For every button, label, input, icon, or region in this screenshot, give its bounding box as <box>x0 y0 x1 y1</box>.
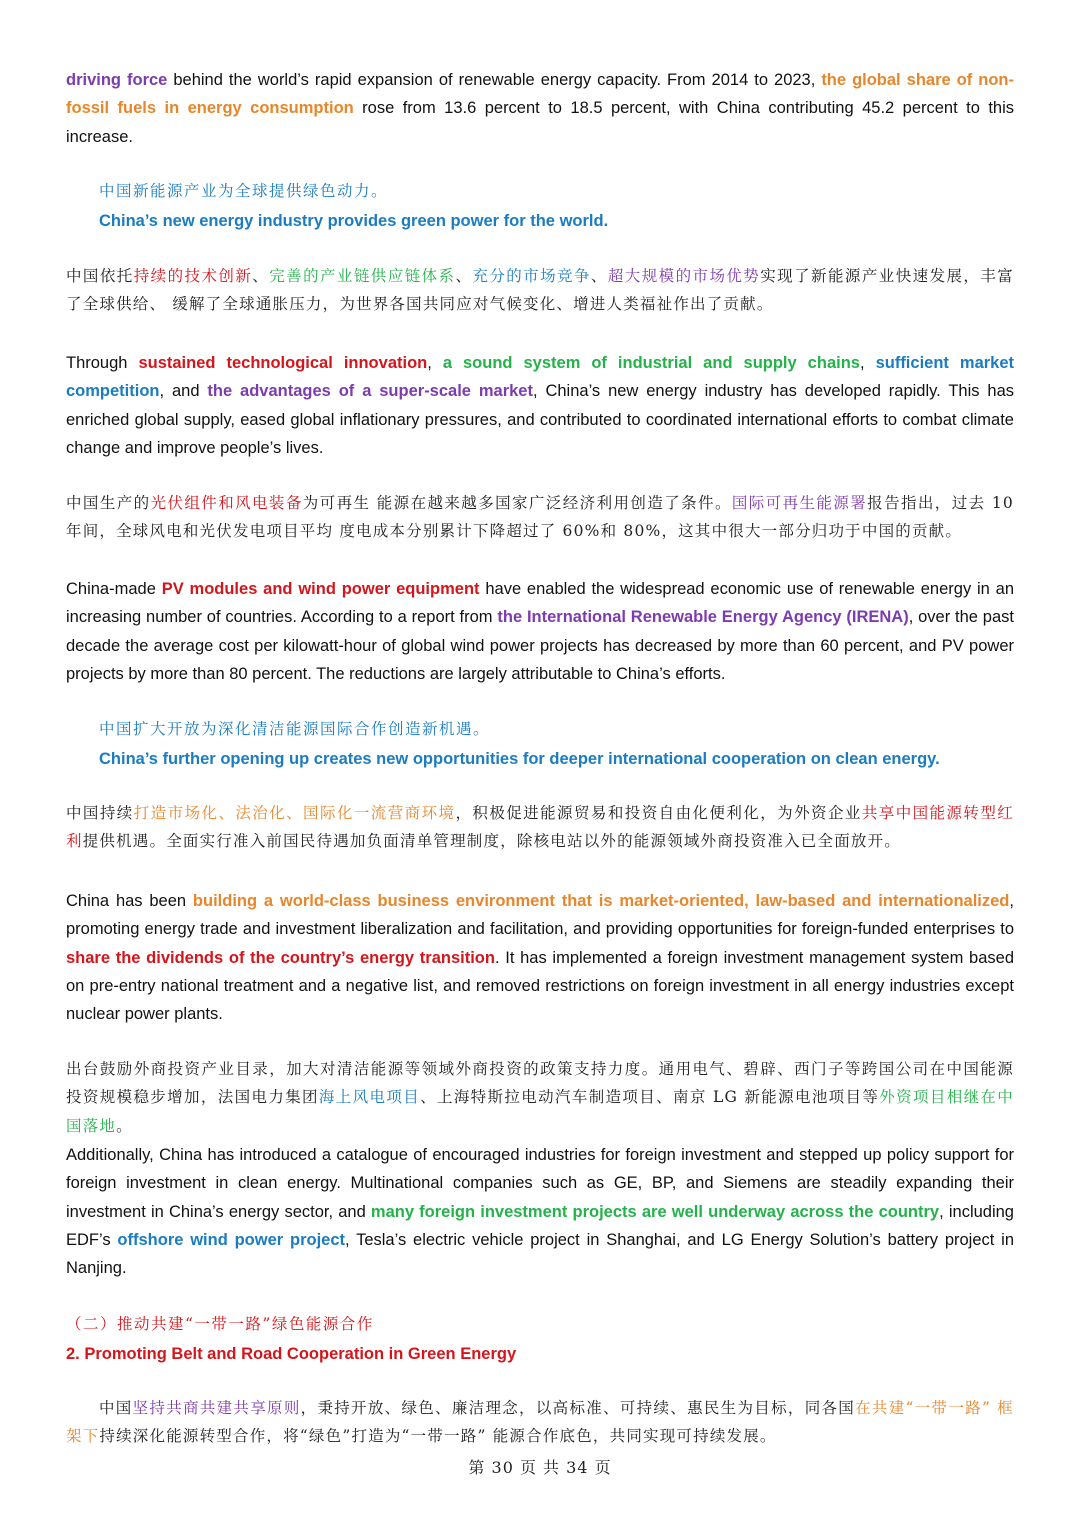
paragraph-en-5 <box>66 1141 1014 1282</box>
text-segment: , <box>859 354 876 372</box>
paragraph-en-3 <box>66 575 1014 688</box>
text-segment: 中国 <box>99 1399 133 1417</box>
highlight-global-share: the global share of non-fossil fuels in energy consumption <box>66 71 1014 118</box>
text-segment: , and <box>159 382 208 401</box>
highlight-dividends-zh: 共享中国能源转型红利 <box>66 804 1014 851</box>
subheading-en-1: China’s new energy industry provides green power for the world. <box>99 212 609 230</box>
highlight-supply-chain-zh: 完善的产业链供应链体系 <box>269 267 456 285</box>
highlight-dividends: share the dividends of the country’s energy transition <box>66 948 495 967</box>
highlight-irena-zh: 国际可再生能源署 <box>731 494 868 512</box>
section-heading-en: 2. Promoting Belt and Road Cooperation in Green Energy <box>66 1345 517 1363</box>
text-segment: 、上海特斯拉电动汽车制造项目、南京 LG 新能源电池项目等 <box>420 1088 880 1107</box>
text-segment: 提供机遇。全面实行准入前国民待遇加负面清单管理制度，除核电站以外的能源领域外商投资准入已全面放开。 <box>82 832 902 851</box>
highlight-foreign-projects-zh: 外资项目相继在中国落地 <box>66 1088 1014 1135</box>
highlight-foreign-projects: many foreign investment projects are well underway across the country <box>370 1202 940 1221</box>
subheading-zh-1: 中国新能源产业为全球提供绿色动力。 <box>99 182 389 200</box>
text-segment: 出台鼓励外商投资产业目录，加大对清洁能源等领域外商投资的政策支持力度。通用电气、碧辟、西门子等跨国公司在中国能源投资规模稳步增加，法国电力集团 <box>66 1060 1014 1107</box>
text-segment: , promoting energy trade and investment liberalization and facilitation, and providing opportunities for foreign-funded enterprises to <box>66 892 1014 939</box>
highlight-offshore-wind-zh: 海上风电项目 <box>318 1088 421 1107</box>
text-segment: behind the world’s rapid expansion of renewable energy capacity. From 2014 to 2023, <box>167 71 822 89</box>
paragraph-zh-2 <box>66 262 1014 319</box>
highlight-principle-zh: 坚持共商共建共享原则 <box>132 1399 301 1417</box>
paragraph-zh-4 <box>66 799 1014 856</box>
text-segment: . It has implemented a foreign investment management system based on pre-entry national treatment and a negative list, and removed restrictions on foreign investment in all energy industries except nuclear power plants. <box>66 948 1015 1024</box>
highlight-irena: the International Renewable Energy Agency (IRENA) <box>497 608 909 627</box>
section-heading-zh: （二）推动共建“一带一路”绿色能源合作 <box>66 1315 374 1333</box>
subheading-zh-2: 中国扩大开放为深化清洁能源国际合作创造新机遇。 <box>99 720 491 738</box>
text-segment: China-made <box>66 580 162 598</box>
highlight-super-scale-market: the advantages of a super-scale market <box>207 382 533 401</box>
text-segment: Through <box>66 354 139 372</box>
paragraph-en-4 <box>66 887 1014 1028</box>
text-segment: 、 <box>252 267 270 285</box>
text-segment: 、 <box>590 267 608 285</box>
text-segment: 实现了新能源产业快速发展，丰富了全球供给、 缓解了全球通胀压力，为世界各国共同应对气候变化、增进人类福祉作出了贡献。 <box>66 267 1014 314</box>
highlight-pv-wind: PV modules and wind power equipment <box>161 580 480 598</box>
highlight-offshore-wind: offshore wind power project <box>117 1230 345 1249</box>
text-segment: 。 <box>116 1116 133 1135</box>
paragraph-en-1 <box>66 66 1014 151</box>
text-segment: 中国持续 <box>66 804 134 822</box>
text-segment: , Tesla’s electric vehicle project in Shanghai, and LG Energy Solution’s battery project in Nanjing. <box>66 1230 1014 1278</box>
highlight-supply-chain: a sound system of industrial and supply chains <box>442 354 860 372</box>
text-segment: , <box>427 354 443 372</box>
paragraph-zh-5 <box>66 1055 1014 1140</box>
paragraph-zh-6 <box>66 1394 1014 1451</box>
highlight-bri-framework-zh: 在共建“一带一路” 框架下 <box>66 1399 1014 1446</box>
text-segment: ，秉持开放、绿色、廉洁理念，以高标准、可持续、惠民生为目标，同各国 <box>300 1399 856 1417</box>
highlight-tech-innovation: sustained technological innovation <box>138 354 428 372</box>
highlight-market-competition-zh: 充分的市场竞争 <box>472 267 591 285</box>
text-segment: Additionally, China has introduced a catalogue of encouraged industries for foreign investment and stepped up policy support for foreign investment in clean energy. Multinational companies such as GE, BP, and Siemens are steadily expanding their investment in China’s energy sector, and <box>66 1146 1014 1221</box>
text-segment: China has been <box>66 892 193 910</box>
text-segment: have enabled the widespread economic use of renewable energy in an increasing number of countries. According to a report from <box>66 580 1015 627</box>
text-segment: 报告指出，过去 10 年间，全球风电和光伏发电项目平均 度电成本分别累计下降超过了 60%和 80%，这其中很大一部分归功于中国的贡献。 <box>66 494 1014 541</box>
highlight-driving-force: driving force <box>66 71 168 89</box>
page-footer: 第 30 页 共 34 页 <box>468 1458 612 1477</box>
text-segment: ，积极促进能源贸易和投资自由化便利化，为外资企业 <box>455 804 862 822</box>
text-segment: , China’s new energy industry has developed rapidly. This has enriched global supply, eased global inflationary pressures, and contributed to coordinated international efforts to combat climate change and improve people’s lives. <box>66 382 1014 457</box>
text-segment: 持续深化能源转型合作，将“绿色”打造为“一带一路” 能源合作底色，共同实现可持续发展。 <box>99 1427 777 1446</box>
paragraph-en-2 <box>66 349 1014 462</box>
text-segment: , over the past decade the average cost per kilowatt-hour of global wind power projects has decreased by more than 60 percent, and PV power projects by more than 80 percent. The reductions are largely attributable to China’s efforts. <box>66 608 1014 683</box>
highlight-business-env: building a world-class business environment that is market-oriented, law-based and internationalized <box>192 892 1010 910</box>
highlight-market-competition: sufficient market competition <box>66 354 1015 401</box>
text-segment: 、 <box>455 267 473 285</box>
text-segment: , including EDF’s <box>66 1202 1014 1249</box>
highlight-super-scale-market-zh: 超大规模的市场优势 <box>607 267 761 285</box>
text-segment: 为可再生 能源在越来越多国家广泛经济利用创造了条件。 <box>302 494 732 512</box>
text-segment: 中国生产的 <box>66 494 151 512</box>
text-segment: 中国依托 <box>66 267 134 285</box>
paragraph-zh-3 <box>66 489 1014 546</box>
highlight-tech-innovation-zh: 持续的技术创新 <box>133 267 253 285</box>
text-segment: rose from 13.6 percent to 18.5 percent, with China contributing 45.2 percent to this increase. <box>66 99 1015 146</box>
highlight-pv-wind-zh: 光伏组件和风电装备 <box>150 494 303 512</box>
subheading-en-2: China’s further opening up creates new opportunities for deeper international cooperation on clean energy. <box>99 750 940 768</box>
highlight-business-env-zh: 打造市场化、法治化、国际化一流营商环境 <box>133 804 456 822</box>
